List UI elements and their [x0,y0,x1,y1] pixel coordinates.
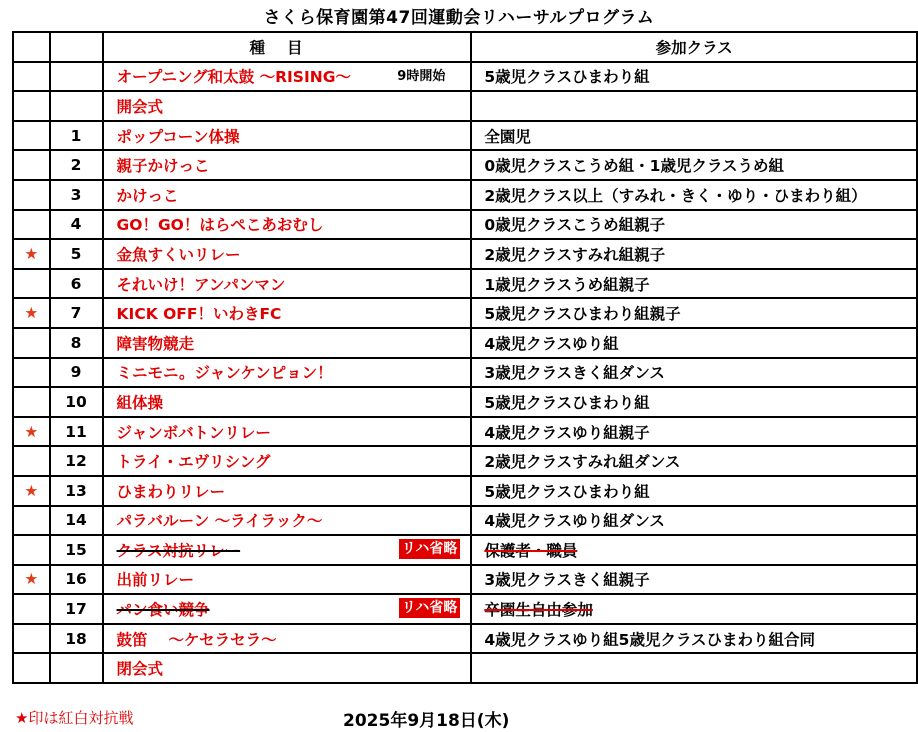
participant-class-label: 1歳児クラスうめ組親子 [484,275,650,294]
participant-class [471,328,917,358]
program-number: 3 [50,180,103,210]
program-row [13,653,917,683]
event-cell [103,121,472,151]
program-number: 11 [50,417,103,447]
event-cell [103,358,472,388]
program-number [50,91,103,121]
star-mark-icon: ★ [13,298,50,328]
program-number: 1 [50,121,103,151]
start-time-note: 9時開始 [397,69,446,85]
program-row [13,180,917,210]
participant-class-label: 5歳児クラスひまわり組 [484,482,650,501]
participant-class-label: 3歳児クラスきく組ダンス [484,364,665,383]
participant-class-label: 2歳児クラスすみれ組親子 [484,245,666,264]
program-row [13,535,917,565]
participant-class [471,535,917,565]
legend-note: ★印は紅白対抗戦 [15,709,134,727]
participant-class-label: 5歳児クラスひまわり組親子 [484,305,681,324]
program-row [13,269,917,299]
participant-class [471,594,917,624]
program-row [13,594,917,624]
event-name: ポップコーン体操 [116,127,240,146]
star-mark-icon: ★ [13,417,50,447]
event-name: 閉会式 [116,660,164,679]
program-number: 17 [50,594,103,624]
program-row [13,476,917,506]
participant-class-label: 4歳児クラスゆり組 [484,334,619,353]
event-name: 鼓笛 ～ケセラセラ～ [116,630,277,649]
participant-class-label: 0歳児クラスこうめ組親子 [484,216,666,235]
program-row [13,446,917,476]
star-cell [13,535,50,565]
participant-class-label: 5歳児クラスひまわり組 [484,393,650,412]
participant-class [471,358,917,388]
participant-class-label: 0歳児クラスこうめ組・1歳児クラスうめ組 [484,157,784,176]
program-number: 7 [50,298,103,328]
program-number: 9 [50,358,103,388]
header-event-cell [103,32,472,62]
participant-class [471,62,917,92]
participant-class [471,624,917,654]
program-number: 10 [50,387,103,417]
event-cell [103,387,472,417]
star-cell [13,387,50,417]
event-name: パン食い競争 [116,601,210,620]
event-name: 障害物競走 [116,334,195,353]
participant-class [471,417,917,447]
event-name: KICK OFF！いわきFC [116,305,282,324]
star-cell [13,506,50,536]
program-number: 12 [50,446,103,476]
header-number-cell [50,32,103,62]
star-mark-icon: ★ [13,476,50,506]
event-name: クラス対抗リレー [116,541,241,560]
event-cell [103,446,472,476]
event-date: 2025年9月18日(木) [343,711,510,731]
star-cell [13,653,50,683]
participant-class [471,506,917,536]
program-title: さくら保育園第47回運動会リハーサルプログラム [263,8,655,28]
participant-class [471,239,917,269]
star-cell [13,121,50,151]
participant-class-label: 2歳児クラスすみれ組ダンス [484,453,681,472]
event-name: 出前リレー [116,571,195,590]
event-cell [103,239,472,269]
event-name: かけっこ [116,186,179,205]
participant-class-label: 5歳児クラスひまわり組 [484,68,650,87]
event-name: パラバルーン ～ライラック～ [116,512,323,531]
skip-rehearsal-badge: リハ省略 [399,598,461,618]
program-number: 18 [50,624,103,654]
table-header-row [13,32,917,62]
participant-class-label: 4歳児クラスゆり組親子 [484,423,650,442]
event-cell [103,210,472,240]
event-name: トライ・エヴリシング [116,453,271,472]
event-name: オープニング和太鼓 ～RISING～ [116,68,351,87]
event-cell [103,328,472,358]
header-class-cell: 参加クラス [471,32,917,62]
program-number: 2 [50,150,103,180]
participant-class [471,121,917,151]
star-cell [13,624,50,654]
participant-class-label: 2歳児クラス以上（すみれ・きく・ゆり・ひまわり組） [484,186,867,205]
participant-class [471,476,917,506]
program-table [12,31,918,684]
skip-rehearsal-badge: リハ省略 [399,539,461,559]
event-cell [103,594,472,624]
event-cell [103,180,472,210]
event-cell [103,298,472,328]
program-row [13,565,917,595]
event-name: GO！GO！はらぺこあおむし [116,216,324,235]
event-name: 親子かけっこ [116,157,210,176]
participant-class [471,298,917,328]
program-number: 13 [50,476,103,506]
event-name: ミニモニ。ジャンケンピョン！ [116,364,333,383]
event-cell [103,62,472,92]
participant-class [471,150,917,180]
participant-class [471,565,917,595]
event-cell [103,269,472,299]
program-number: 6 [50,269,103,299]
star-cell [13,62,50,92]
event-cell [103,506,472,536]
header-star-cell [13,32,50,62]
program-row [13,506,917,536]
star-cell [13,91,50,121]
participant-class-label: 3歳児クラスきく組親子 [484,571,650,590]
header-event-label: 種目 [249,38,325,57]
star-cell [13,210,50,240]
star-cell [13,358,50,388]
participant-class [471,91,917,121]
participant-class-label: 全園児 [484,127,531,146]
event-name: 組体操 [116,393,164,412]
program-number [50,62,103,92]
program-number [50,653,103,683]
participant-class [471,210,917,240]
event-cell [103,653,472,683]
event-name: 金魚すくいリレー [116,245,241,264]
star-mark-icon: ★ [13,565,50,595]
event-name: ひまわりリレー [116,482,226,501]
program-row [13,358,917,388]
program-row [13,328,917,358]
program-row [13,91,917,121]
star-cell [13,180,50,210]
program-row [13,150,917,180]
star-cell [13,446,50,476]
star-cell [13,594,50,624]
program-row [13,417,917,447]
star-cell [13,328,50,358]
star-cell [13,150,50,180]
event-cell [103,476,472,506]
event-cell [103,624,472,654]
program-row [13,298,917,328]
event-name: ジャンボバトンリレー [116,423,271,442]
event-cell [103,565,472,595]
program-number: 15 [50,535,103,565]
event-name: 開会式 [116,97,164,116]
program-number: 14 [50,506,103,536]
participant-class [471,180,917,210]
program-row [13,121,917,151]
participant-class [471,269,917,299]
event-cell [103,91,472,121]
program-number: 16 [50,565,103,595]
program-row [13,387,917,417]
event-cell [103,150,472,180]
star-mark-icon: ★ [13,239,50,269]
star-cell [13,269,50,299]
program-row [13,239,917,269]
participant-class-label: 4歳児クラスゆり組ダンス [484,512,665,531]
program-row [13,62,917,92]
participant-class [471,387,917,417]
participant-class-label: 卒園生自由参加 [484,601,593,620]
program-row [13,210,917,240]
program-number: 4 [50,210,103,240]
program-row [13,624,917,654]
program-number: 8 [50,328,103,358]
participant-class [471,653,917,683]
participant-class-label: 保護者・職員 [484,541,578,560]
participant-class-label: 4歳児クラスゆり組5歳児クラスひまわり組合同 [484,630,815,649]
participant-class [471,446,917,476]
event-name: それいけ！アンパンマン [116,275,286,294]
program-number: 5 [50,239,103,269]
event-cell [103,417,472,447]
event-cell [103,535,472,565]
